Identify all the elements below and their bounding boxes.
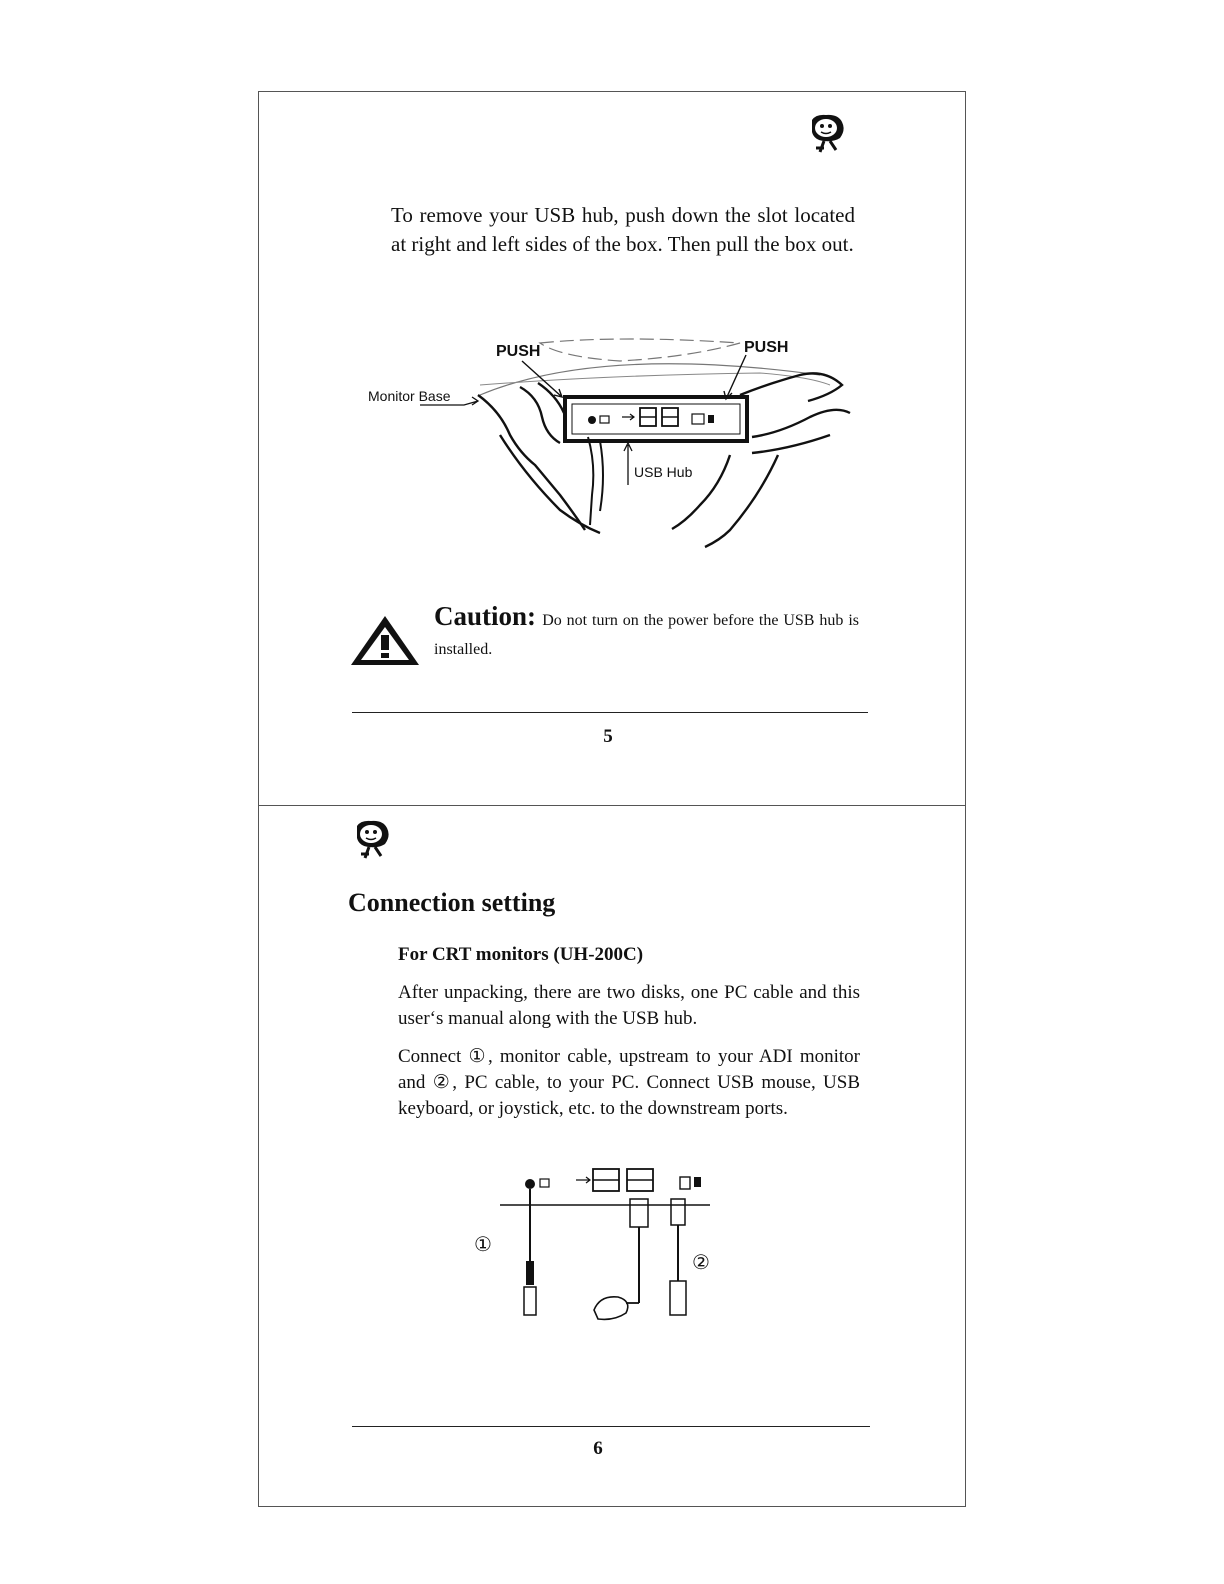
caution-title: Caution: xyxy=(434,601,537,631)
page-number: 6 xyxy=(593,1438,603,1459)
usb-plug-icon xyxy=(670,1281,686,1315)
caution-block xyxy=(434,603,859,663)
connection-diagram xyxy=(466,1163,726,1333)
cable-2-label: ② xyxy=(692,1250,710,1274)
push-right-label: PUSH xyxy=(744,339,789,356)
caution-text: Do not turn on the power before the USB hub is installed. xyxy=(434,612,860,658)
mascot-icon xyxy=(351,818,395,862)
unpacking-paragraph: After unpacking, there are two disks, one PC cable and this user‘s manual along with the USB hub. xyxy=(398,982,860,1029)
usb-hub-removal-figure xyxy=(360,325,870,555)
monitor-base-label: Monitor Base xyxy=(368,388,451,404)
usb-hub-label: USB Hub xyxy=(634,464,693,480)
mascot-icon xyxy=(806,112,850,156)
cable-1-label: ① xyxy=(474,1232,492,1256)
section-heading: Connection setting xyxy=(348,888,556,917)
footer-rule xyxy=(352,712,868,713)
mouse-icon xyxy=(594,1297,628,1320)
page-number: 5 xyxy=(603,726,613,747)
warning-triangle-icon xyxy=(349,613,421,667)
subsection-heading: For CRT monitors (UH-200C) xyxy=(398,944,644,965)
footer-rule xyxy=(352,1426,870,1427)
intro-paragraph: To remove your USB hub, push down the slot located at right and left sides of the box. Then pull the box out. xyxy=(391,203,855,256)
connection-paragraph: Connect ①, monitor cable, upstream to your ADI monitor and ②, PC cable, to your PC. Connect USB mouse, USB keyboard, or joystick, etc. to the downstream ports. xyxy=(398,1046,860,1119)
push-left-label: PUSH xyxy=(496,343,541,360)
